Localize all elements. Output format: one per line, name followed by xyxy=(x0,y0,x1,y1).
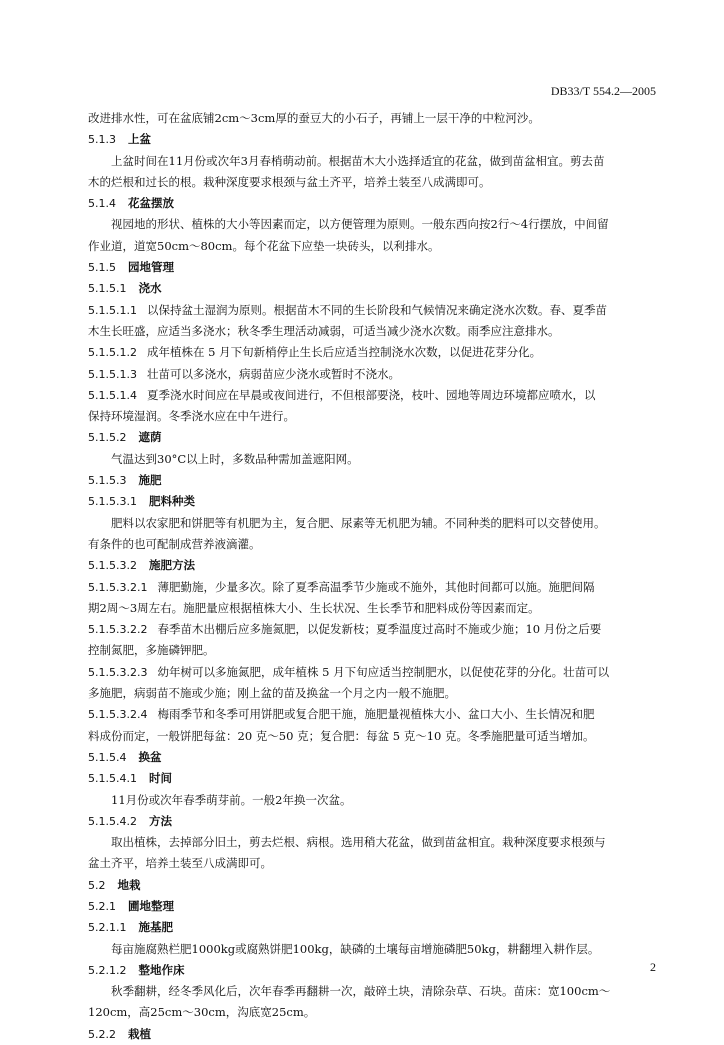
clause-text: 春季苗木出棚后应多施氮肥，以促发新枝；夏季温度过高时不施或少施；10 月份之后要 xyxy=(157,622,602,637)
section-title: 整地作床 xyxy=(138,962,185,977)
clause-text: 壮苗可以多浇水，病弱苗应少浇水或暂时不浇水。 xyxy=(146,366,400,381)
section-title: 花盆摆放 xyxy=(128,196,174,211)
paragraph: 多施肥，病弱苗不施或少施；刚上盆的苗及换盆一个月之内一般不施肥。 xyxy=(88,686,456,701)
section-number: 5.1.5.4.1 xyxy=(88,772,137,786)
section-title: 圃地整理 xyxy=(128,898,174,913)
section-number: 5.2.1 xyxy=(88,899,116,913)
section-number: 5.1.5.3.1 xyxy=(88,495,137,509)
section-heading xyxy=(88,768,656,789)
section-title: 方法 xyxy=(148,813,172,828)
paragraph: 期2周～3周左右。施肥量应根据植株大小、生长状况、生长季节和肥料成份等因素而定。 xyxy=(88,600,540,615)
paragraph: 气温达到30°C以上时，多数品种需加盖遮阳网。 xyxy=(111,451,359,466)
document-body xyxy=(88,108,656,1045)
section-number: 5.1.5.1 xyxy=(88,282,127,296)
section-number: 5.2.2 xyxy=(88,1027,116,1041)
paragraph: 秋季翻耕，经冬季风化后，次年春季再翻耕一次，敲碎土块，清除杂草、石块。苗床：宽100cm～ xyxy=(111,984,611,999)
paragraph: 取出植株，去掉部分旧土，剪去烂根、病根。选用稍大花盆，做到苗盆相宜。栽种深度要求根颈与 xyxy=(111,835,606,850)
section-heading xyxy=(88,1024,656,1045)
standard-code: DB33/T 554.2—2005 xyxy=(550,84,656,98)
section-title: 遮荫 xyxy=(138,430,162,445)
paragraph: 每亩施腐熟栏肥1000kg或腐熟饼肥100kg，缺磷的土壤每亩增施磷肥50kg，耕翻埋入耕作层。 xyxy=(111,941,600,956)
section-number: 5.1.5.4.2 xyxy=(88,814,137,828)
section-heading xyxy=(88,896,656,917)
section-title: 浇水 xyxy=(138,281,162,296)
paragraph: 上盆时间在11月份或次年3月春梢萌动前。根据苗木大小选择适宜的花盆，做到苗盆相宜。剪去苗 xyxy=(111,153,605,168)
paragraph: 肥料以农家肥和饼肥等有机肥为主，复合肥、尿素等无机肥为辅。不同种类的肥料可以交替使用。 xyxy=(111,515,606,530)
section-number: 5.1.5 xyxy=(88,261,116,275)
section-title: 施基肥 xyxy=(138,920,173,935)
clause-number: 5.1.5.3.2.1 xyxy=(88,580,148,594)
numbered-paragraph xyxy=(88,385,656,406)
paragraph: 改进排水性，可在盆底铺2cm～3cm厚的蚕豆大的小石子，再铺上一层干净的中粒河沙。 xyxy=(88,111,540,125)
section-heading xyxy=(88,960,656,981)
section-heading xyxy=(88,917,656,938)
page-number: 2 xyxy=(650,960,656,974)
section-heading xyxy=(88,875,656,896)
clause-number: 5.1.5.1.2 xyxy=(88,346,137,360)
numbered-paragraph xyxy=(88,342,656,363)
clause-text: 幼年树可以多施氮肥，成年植株 5 月下旬应适当控制肥水，以促使花芽的分化。壮苗可以 xyxy=(157,664,610,679)
clause-text: 成年植株在 5 月下旬新梢停止生长后应适当控制浇水次数，以促进花芽分化。 xyxy=(146,345,542,360)
paragraph: 作业道，道宽50cm～80cm。每个花盆下应垫一块砖头，以利排水。 xyxy=(88,238,440,253)
paragraph: 木生长旺盛，应适当多浇水；秋冬季生理活动减弱，可适当减少浇水次数。雨季应注意排水。 xyxy=(88,323,560,338)
section-title: 施肥方法 xyxy=(148,558,195,573)
clause-number: 5.1.5.1.4 xyxy=(88,388,137,402)
numbered-paragraph xyxy=(88,300,656,321)
clause-text: 梅雨季节和冬季可用饼肥或复合肥干施，施肥量视植株大小、盆口大小、生长情况和肥 xyxy=(157,707,595,722)
section-heading xyxy=(88,427,656,448)
clause-number: 5.1.5.3.2.3 xyxy=(88,665,148,679)
section-heading xyxy=(88,257,656,278)
clause-text: 以保持盆土湿润为原则。根据苗木不同的生长阶段和气候情况来确定浇水次数。春、夏季苗 xyxy=(146,302,607,317)
section-number: 5.1.5.3 xyxy=(88,474,127,488)
section-heading xyxy=(88,747,656,768)
section-number: 5.1.5.2 xyxy=(88,431,127,445)
clause-number: 5.1.5.1.3 xyxy=(88,367,137,381)
section-title: 肥料种类 xyxy=(148,494,195,509)
section-number: 5.2.1.2 xyxy=(88,963,127,977)
section-heading xyxy=(88,278,656,299)
section-heading xyxy=(88,555,656,576)
section-number: 5.1.4 xyxy=(88,197,116,211)
numbered-paragraph xyxy=(88,577,656,598)
section-title: 栽植 xyxy=(128,1026,151,1041)
paragraph: 11月份或次年春季萌芽前。一般2年换一次盆。 xyxy=(111,792,352,807)
section-title: 园地管理 xyxy=(128,260,174,275)
clause-number: 5.1.5.3.2.2 xyxy=(88,623,148,637)
section-heading xyxy=(88,470,656,491)
paragraph: 有条件的也可配制成营养液滴灌。 xyxy=(88,536,261,551)
section-title: 时间 xyxy=(148,771,172,786)
clause-text: 薄肥勤施，少量多次。除了夏季高温季节少施或不施外，其他时间都可以施。施肥间隔 xyxy=(157,579,595,594)
paragraph: 盆土齐平，培养土装至八成满即可。 xyxy=(88,856,272,871)
paragraph: 木的烂根和过长的根。栽种深度要求根颈与盆土齐平，培养土装至八成满即可。 xyxy=(88,174,491,189)
clause-number: 5.1.5.1.1 xyxy=(88,303,137,317)
section-heading xyxy=(88,193,656,214)
section-title: 换盆 xyxy=(138,749,162,764)
section-number: 5.1.5.4 xyxy=(88,750,127,764)
section-number: 5.1.5.3.2 xyxy=(88,559,137,573)
paragraph: 控制氮肥，多施磷钾肥。 xyxy=(88,643,215,658)
section-heading xyxy=(88,811,656,832)
paragraph: 保持环境湿润。冬季浇水应在中午进行。 xyxy=(88,409,295,424)
numbered-paragraph xyxy=(88,364,656,385)
paragraph: 视园地的形状、植株的大小等因素而定，以方便管理为原则。一般东西向按2行～4行摆放，中间留 xyxy=(111,217,609,232)
numbered-paragraph xyxy=(88,704,656,725)
paragraph: 料成份而定，一般饼肥每盆：20 克～50 克；复合肥：每盆 5 克～10 克。冬季施肥量可适当增加。 xyxy=(88,728,595,743)
section-title: 地栽 xyxy=(117,877,141,892)
section-number: 5.2 xyxy=(88,878,106,892)
paragraph: 120cm，高25cm～30cm，沟底宽25cm。 xyxy=(88,1005,316,1020)
section-heading xyxy=(88,491,656,512)
section-title: 施肥 xyxy=(138,473,162,488)
section-number: 5.2.1.1 xyxy=(88,921,127,935)
clause-text: 夏季浇水时间应在早晨或夜间进行，不但根部要浇，枝叶、园地等周边环境都应喷水，以 xyxy=(146,387,596,402)
numbered-paragraph xyxy=(88,619,656,640)
section-title: 上盆 xyxy=(128,132,151,147)
section-number: 5.1.3 xyxy=(88,133,116,147)
clause-number: 5.1.5.3.2.4 xyxy=(88,708,148,722)
numbered-paragraph xyxy=(88,662,656,683)
section-heading xyxy=(88,129,656,150)
